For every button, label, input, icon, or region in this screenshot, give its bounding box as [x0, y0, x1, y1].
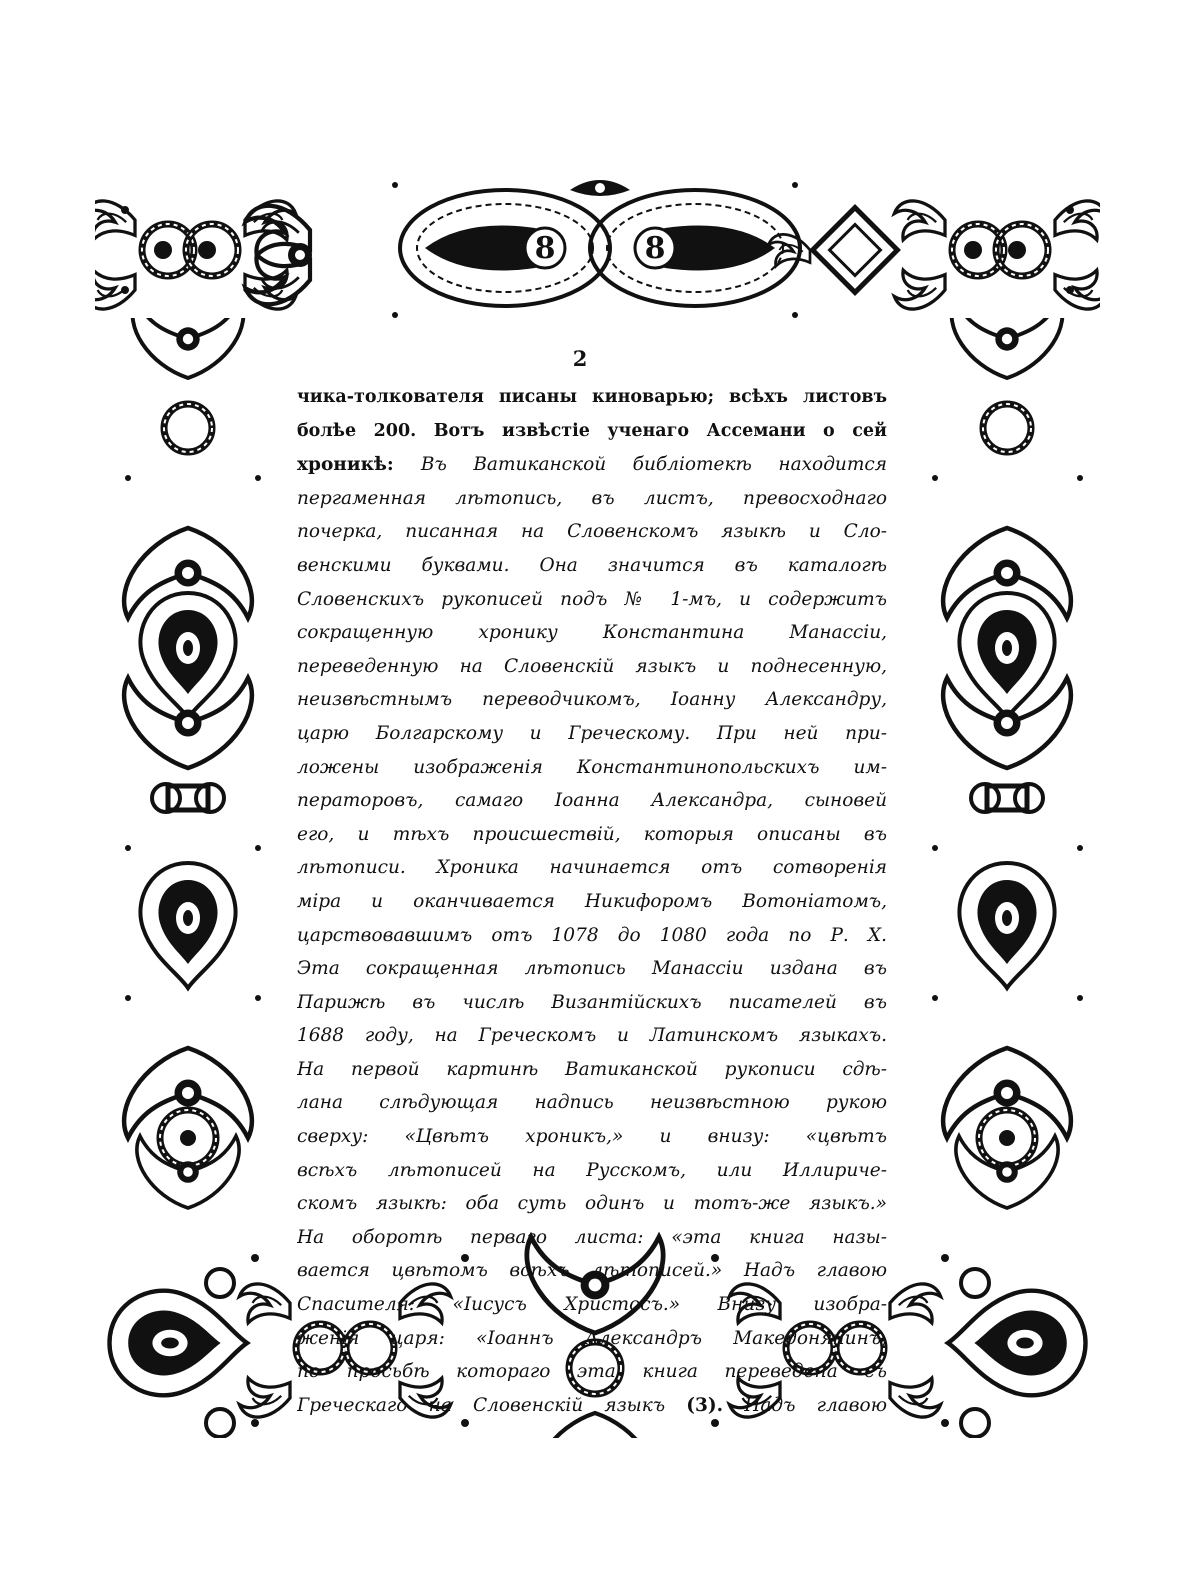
- text-line: [297, 515, 887, 549]
- text-line-part: Спасителя: «Іисусъ Христосъ.» Внизу изобра-: [297, 1294, 887, 1316]
- heart-medallion-icon: [110, 1269, 248, 1437]
- text-line-part: ложены изображенія Константинопольскихъ им-: [297, 756, 887, 778]
- text-line-part: На оборотѣ перваго листа: «эта книга назы-: [297, 1226, 887, 1248]
- heart-medallion-icon: [948, 1269, 1086, 1437]
- svg-text:8: 8: [534, 231, 556, 266]
- text-line: [297, 482, 887, 516]
- text-line-part: всѣхъ лѣтописей на Русскомъ, или Иллириче-: [297, 1159, 887, 1181]
- heart-medallion-icon: [140, 863, 235, 988]
- text-line: [297, 415, 887, 449]
- text-line-part: скомъ языкѣ: оба суть одинъ и тотъ-же языкъ.»: [297, 1193, 887, 1215]
- text-line-part: Греческаго на Словенскій языкъ: [297, 1394, 687, 1416]
- text-line-part: сверху: «Цвѣтъ хроникъ,» и внизу: «цвѣтъ: [297, 1126, 887, 1148]
- top-interlace-ornament: [95, 170, 1100, 330]
- text-line-part: Въ Ватиканской библіотекѣ находится: [420, 454, 887, 476]
- text-line: [297, 1019, 887, 1053]
- text-line-part: ператоровъ, самаго Іоанна Александра, сыновей: [297, 790, 887, 812]
- text-line-part: Эта сокращенная лѣтопись Манассіи издана въ: [297, 958, 887, 980]
- text-line-part: царю Болгарскому и Греческому. При ней при-: [297, 722, 887, 744]
- text-line-part: чика-толкователя писаны киноварью; всѣхъ листовъ: [297, 387, 887, 407]
- text-line: [297, 1254, 887, 1288]
- eight-medallion-icon: [400, 190, 610, 306]
- text-line-part: міра и оканчивается Никифоромъ Вотоніатомъ,: [297, 890, 887, 912]
- text-line: [297, 616, 887, 650]
- text-line: [297, 751, 887, 785]
- text-line-part: 1688 году, на Греческомъ и Латинскомъ языкахъ.: [297, 1025, 887, 1047]
- text-line-part: по просьбѣ котораго эта книга переведена съ: [297, 1361, 887, 1383]
- text-line: [297, 448, 887, 482]
- text-line-part: переведенную на Словенскій языкъ и поднесенную,: [297, 655, 887, 677]
- text-line: [297, 1355, 887, 1389]
- heart-medallion-icon: [959, 593, 1054, 718]
- text-line-part: почерка, писанная на Словенскомъ языкѣ и Сло-: [297, 521, 887, 543]
- interlace-knot-icon: [160, 1110, 216, 1166]
- text-line: [297, 1288, 887, 1322]
- page-number: 2: [572, 346, 588, 371]
- text-line: [297, 381, 887, 415]
- text-line-part: (3).: [686, 1394, 724, 1416]
- text-line-part: неизвѣстнымъ переводчикомъ, Іоанну Александру,: [297, 689, 887, 711]
- interlace-knot-icon: [164, 404, 212, 452]
- text-line-part: вается цвѣтомъ всѣхъ лѣтописей.» Надъ главою: [297, 1260, 887, 1282]
- text-line: [297, 1187, 887, 1221]
- text-line: [297, 1154, 887, 1188]
- text-line-part: пергаменная лѣтопись, въ листъ, превосходнаго: [297, 487, 887, 509]
- text-line-part: Парижѣ въ числѣ Византійскихъ писателей въ: [297, 991, 887, 1013]
- text-line-part: болѣе 200. Вотъ извѣстіе ученаго Ассемани о сей: [297, 420, 887, 441]
- text-line: [297, 1053, 887, 1087]
- text-line-part: На первой картинѣ Ватиканской рукописи сдѣ-: [297, 1058, 887, 1080]
- text-line: [297, 885, 887, 919]
- text-line: [297, 717, 887, 751]
- body-text: [297, 381, 887, 1422]
- text-line-part: царствовавшимъ отъ 1078 до 1080 года по Р. Х.: [297, 924, 887, 946]
- right-ornament-border: [915, 318, 1100, 1248]
- svg-text:8: 8: [644, 231, 666, 266]
- text-line: [297, 919, 887, 953]
- eight-medallion-icon: [590, 190, 800, 306]
- text-line: [297, 1120, 887, 1154]
- text-line: [297, 650, 887, 684]
- text-line: [297, 683, 887, 717]
- text-line: [297, 986, 887, 1020]
- text-line-part: сокращенную хронику Константина Манассіи,: [297, 622, 887, 644]
- text-line: [297, 784, 887, 818]
- heart-medallion-icon: [140, 593, 235, 718]
- text-line-part: Надъ главою: [723, 1394, 887, 1416]
- text-line-part: Словенскихъ рукописей подъ № 1-мъ, и содержитъ: [297, 588, 887, 610]
- text-line-part: хроникѣ:: [297, 454, 421, 476]
- text-line: [297, 1322, 887, 1356]
- top-ornament-border: [95, 170, 1100, 330]
- interlace-knot-icon: [983, 404, 1031, 452]
- text-line-part: лана слѣдующая надпись неизвѣстною рукою: [297, 1092, 887, 1114]
- right-interlace-ornament: [915, 318, 1100, 1248]
- text-line: [297, 549, 887, 583]
- text-line: [297, 851, 887, 885]
- text-line-part: венскими буквами. Она значится въ каталогѣ: [297, 554, 887, 576]
- text-line: [297, 1389, 887, 1423]
- text-line: [297, 1086, 887, 1120]
- left-interlace-ornament: [108, 318, 283, 1248]
- text-line-part: лѣтописи. Хроника начинается отъ сотворенія: [297, 857, 887, 879]
- text-line-part: женія царя: «Іоаннъ Александръ Македонянинъ,: [297, 1327, 887, 1349]
- text-line: [297, 583, 887, 617]
- text-line: [297, 1221, 887, 1255]
- text-line-part: его, и тѣхъ происшествій, которыя описаны въ: [297, 823, 887, 845]
- text-line: [297, 952, 887, 986]
- heart-medallion-icon: [959, 863, 1054, 988]
- left-ornament-border: [108, 318, 283, 1248]
- interlace-knot-icon: [979, 1110, 1035, 1166]
- palmette-icon: [133, 318, 244, 378]
- text-line: [297, 818, 887, 852]
